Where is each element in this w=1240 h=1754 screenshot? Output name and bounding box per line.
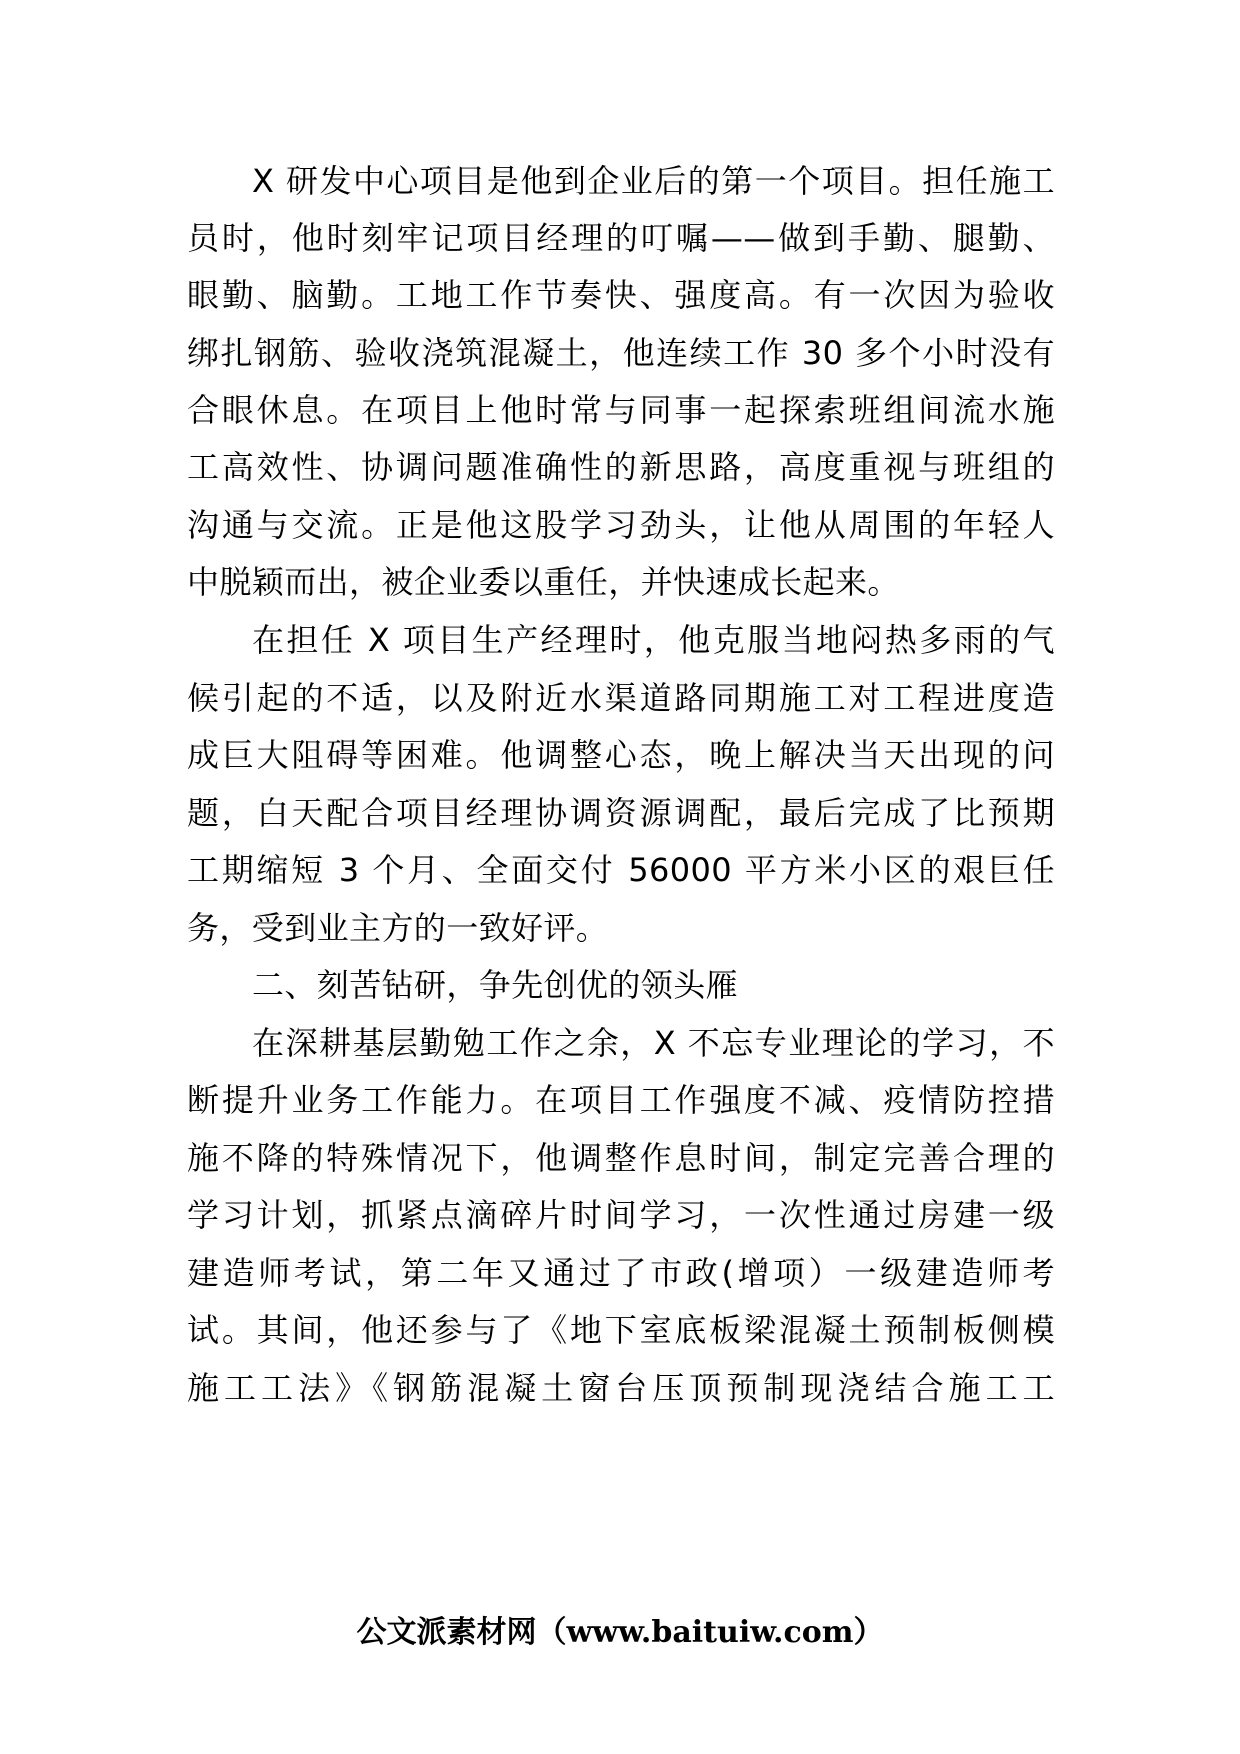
footer-watermark: 公文派素材网（www.baituiw.com） [356, 1615, 884, 1650]
paragraph-2-line-5: 工期缩短 3 个月、全面交付 56000 平方米小区的艰巨任 [187, 851, 1055, 889]
paragraph-2-line-6: 务，受到业主方的一致好评。 [187, 909, 609, 947]
paragraph-3-line-6: 试。其间，他还参与了《地下室底板梁混凝土预制板侧模 [187, 1311, 1055, 1349]
paragraph-1-line-1: X 研发中心项目是他到企业后的第一个项目。担任施工 [252, 162, 1055, 200]
paragraph-1-line-2: 员时，他时刻牢记项目经理的叮嘱——做到手勤、腿勤、 [187, 219, 1055, 257]
paragraph-3-line-5: 建造师考试，第二年又通过了市政(增项）一级建造师考 [187, 1254, 1055, 1292]
paragraph-2-line-4: 题，白天配合项目经理协调资源调配，最后完成了比预期 [187, 794, 1055, 832]
paragraph-3-line-4: 学习计划，抓紧点滴碎片时间学习，一次性通过房建一级 [187, 1196, 1055, 1234]
paragraph-1-line-8: 中脱颖而出，被企业委以重任，并快速成长起来。 [187, 563, 900, 601]
paragraph-2-line-1: 在担任 X 项目生产经理时，他克服当地闷热多雨的气 [252, 621, 1055, 659]
paragraph-2-line-2: 候引起的不适，以及附近水渠道路同期施工对工程进度造 [187, 679, 1055, 717]
paragraph-1-line-6: 工高效性、协调问题准确性的新思路，高度重视与班组的 [187, 448, 1055, 486]
paragraph-1-line-3: 眼勤、脑勤。工地工作节奏快、强度高。有一次因为验收 [187, 276, 1055, 314]
paragraph-1-line-4: 绑扎钢筋、验收浇筑混凝土，他连续工作 30 多个小时没有 [187, 334, 1055, 372]
paragraph-3-line-7: 施工工法》《钢筋混凝土窗台压顶预制现浇结合施工工 [187, 1369, 1055, 1407]
section-heading: 二、刻苦钻研，争先创优的领头雁 [252, 966, 739, 1004]
paragraph-1-line-7: 沟通与交流。正是他这股学习劲头，让他从周围的年轻人 [187, 506, 1055, 544]
paragraph-3-line-1: 在深耕基层勤勉工作之余，X 不忘专业理论的学习，不 [252, 1024, 1055, 1062]
paragraph-1-line-5: 合眼休息。在项目上他时常与同事一起探索班组间流水施 [187, 391, 1055, 429]
paragraph-2-line-3: 成巨大阻碍等困难。他调整心态，晚上解决当天出现的问 [187, 736, 1055, 774]
paragraph-3-line-3: 施不降的特殊情况下，他调整作息时间，制定完善合理的 [187, 1139, 1055, 1177]
paragraph-3-line-2: 断提升业务工作能力。在项目工作强度不减、疫情防控措 [187, 1081, 1055, 1119]
